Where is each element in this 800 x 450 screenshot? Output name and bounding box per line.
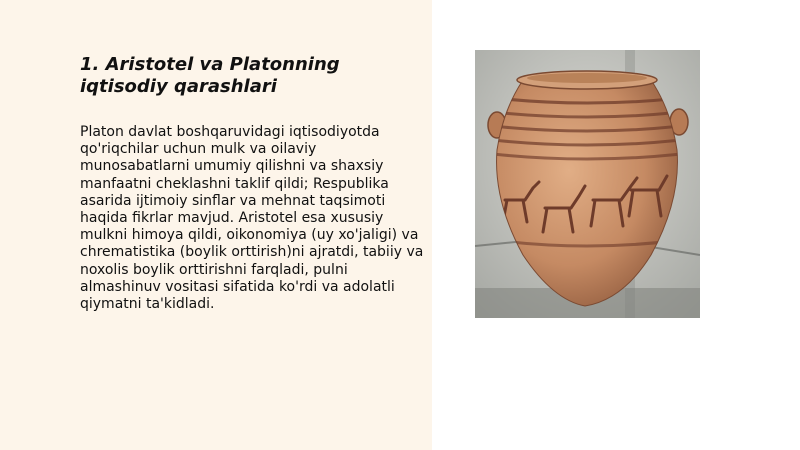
slide-title: 1. Aristotel va Platonning iqtisodiy qarashlari (80, 54, 340, 97)
pottery-jar-image (475, 50, 700, 318)
pottery-photo (475, 50, 700, 318)
slide-body-text: Platon davlat boshqaruvidagi iqtisodiyotda qo'riqchilar uchun mulk va oilaviy munosabatlarni umumiy qilishni va shaxsiy manfaatni cheklashni taklif qildi; Respublika asarida ijtimoiy sinflar va mehnat taqsimoti haqida fikrlar mavjud. Aristotel esa xususiy mulkni himoya qildi, oikonomiya (uy xo'jaligi) va chrematistika (boylik orttirish)ni ajratdi, tabiiy va noxolis boylik orttirishni farqladi, pulni almashinuv vositasi sifatida ko'rdi va adolatli qiymatni ta'kidladi. (80, 124, 424, 313)
